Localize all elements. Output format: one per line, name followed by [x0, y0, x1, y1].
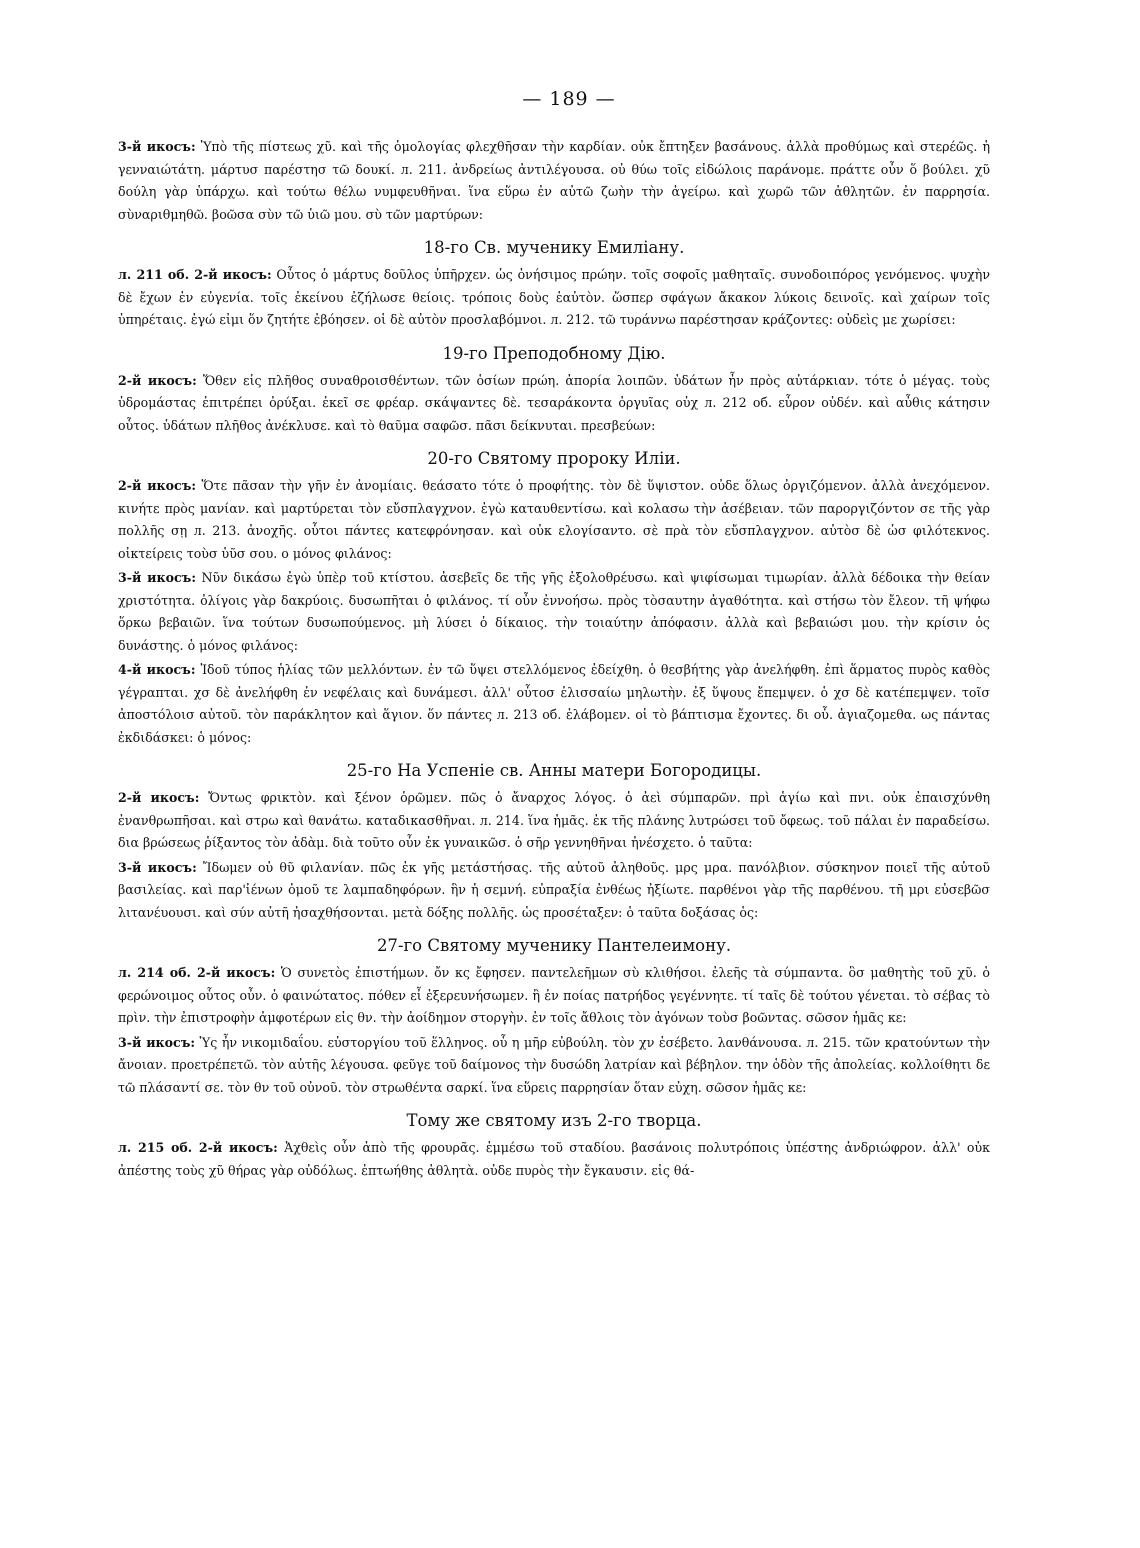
- paragraph: [118, 659, 990, 749]
- paragraph-text: Ὁ συνετὸς ἐπιστήμων. ὄν κς ἔφησεν. παντελεῆμων σὺ κλιθήσοι. ἐλεῆς τὰ σύμπαντα. ὃσ μαθητὴς τοῦ χῦ. ὁ φερώνοιμος οὗτος οὖν. ὁ φαινώτατος. πόθεν εἶ ἐξερευνήσωμεν. ἢ ἐν ποίας πατρήδος γεγέννητε. τί ταῖς δὲ τούτου γένεται. τὸ σέβας τὸ πρὶν. τὴν ἐπιστροφὴν ἀμφοτέρων εἰς θν. τὴν ἀοίδημον στοργὴν. ἐν τοῖς ἄθλοις τὸν ἀγόνων τοὺσ βοῶντας. σῶσον ἡμᾶς κε:: [118, 965, 990, 1025]
- paragraph-text: Ὑς ἦν νικομιδαΐου. εὐστοργίου τοῦ ἕλληνος. οὗ η μῆρ εὐβούλη. τὸν χν ἐσέβετο. λανθάνουσα. л. 215. τῶν κρατούντων τὴν ἄνοιαν. προετρέπετῶ. τὸν αὐτῆς λέγουσα. φεῦγε τοῦ δαίμονος τὴν δυσώδη λατρίαν καὶ βέβηλον. την ὁδὸν τῆς ἀπολείας. κολλοίθητι δε τῶ πλάσαντί σε. τὸν θν τοῦ οὐνοῦ. τὸν στρωθέντα σαρκί. ἵνα εὕρεις παρρησίαν ὅταν εὐχη. σῶσον ἡμᾶς κε:: [118, 1034, 990, 1095]
- paragraph: [118, 567, 990, 657]
- paragraph: [118, 1032, 990, 1100]
- section-heading: 20-го Святому пророку Илiи.: [427, 449, 681, 468]
- ikos-label: 3-й икосъ:: [118, 139, 196, 154]
- section-heading: Тому же святому изъ 2-го творца.: [406, 1111, 702, 1130]
- section-heading: 25-го На Успеніе св. Анны матери Богородицы.: [346, 761, 762, 780]
- ikos-label: 3-й икосъ:: [118, 1034, 196, 1050]
- ikos-label: 4-й икосъ:: [118, 662, 196, 677]
- paragraph-text: Νῦν δικάσω ἐγὼ ὑπὲρ τοῦ κτίστου. ἀσεβεῖς δε τῆς γῆς ἐξολοθρέυσω. καὶ ψιφίσωμαι τιμωρίαν. ἀλλὰ δέδοικα τὴν θείαν χριστότητα. ὀλίγοις γὰρ δακρύοις. δυσωπῆται ὁ φιλάνος. τί οὖν ἐννοήσω. πρὸς τὸσαυτην ἀγαθότητα. καὶ στήσω τὸν ἔλεον. τῆ ψήφω ὅρκω βεβαιῶν. ἵνα τούτων δυσωπούμενος. μὴ λύσει ὁ δίκαιος. τὴν τοιαύτην ἀπόφασιν. ἀλλὰ καὶ βεβαιώσι μου. τὴν κρίσιν ὁς δυνάστης. ὁ μόνος φιλάνος:: [118, 570, 990, 653]
- paragraph: [118, 264, 990, 332]
- ikos-label: 2-й икосъ:: [118, 372, 197, 388]
- paragraph-text: Οὗτος ὁ μάρτυς δοῦλος ὑπῆρχεν. ὡς ὀνήσιμος πρώην. τοῖς σοφοῖς μαθηταῖς. συνοδοιπόρος γενόμενος. ψυχὴν δὲ ἔχων ἐν εὐγενία. τοῖς ἐκείνου ἐζήλωσε θείοις. τρόποις δοὺς ἑαὐτὸν. ὥσπερ σφάγων ἄκακον λύκοις δεινοῖς. καὶ χαίρων τοῖς ὑπηρέταις. ἐγώ εἰμι ὅν ζητήτε ἐβόησεν. οἱ δὲ αὐτὸν προσλαβόμνοι. л. 212. τῶ τυράννω παρέστησαν κράζοντες: οὐδεὶς με χωρίσει:: [118, 267, 991, 327]
- paragraph-text: Ὄντως φρικτὸν. καὶ ξένον ὁρῶμεν. πῶς ὁ ἄναρχος λόγος. ὁ ἀεὶ σύμπαρῶν. πρὶ ἁγίω καὶ πνι. οὐκ ἐπαισχύνθη ἐνανθρωπῆσαι. καὶ στρω καὶ θανάτω. καταδικασθῆναι. л. 214. ἵνα ἡμᾶς. ἐκ τῆς πλάνης λυτρώσει τοῦ ὄφεως. τοῦ πάλαι ἐν παραδείσω. δια βρώσεως ῥίξαντος τὸν ἀδὰμ. διὰ τοῦτο οὖν ἐκ γυναικῶσ. ὁ σῆρ γεννηθῆναι ἠνέσχετο. ὁ ταῦτα:: [118, 790, 990, 850]
- ikos-label: 2-й икосъ:: [118, 478, 197, 493]
- paragraph-text: Ἀχθεὶς οὖν ἀπὸ τῆς φρουρᾶς. ἐμμέσω τοῦ σταδίου. βασάνοις πολυτρόποις ὑπέστης ἀνδριώφρον. ἀλλ' οὐκ ἀπέστης τοὺς χῦ θήρας γὰρ οὐδόλως. ἐπτωήθης ἀθλητὰ. οὐδε πυρὸς τὴν ἔγκαυσιν. εἰς θά-: [118, 1140, 990, 1178]
- ikos-label: 3-й икосъ:: [118, 570, 196, 585]
- ikos-label: л. 214 об. 2-й икосъ:: [118, 965, 276, 980]
- paragraph-text: Ἰδοῦ τύπος ἡλίας τῶν μελλόντων. ἐν τῶ ὕψει στελλόμενος ἐδείχθη. ὁ θεσβήτης γὰρ ἀνελήφθη. ἐπὶ ἅρματος πυρὸς καθὸς γέγραπται. χσ δὲ ἀνελήφθη ἐν νεφέλαις καὶ δυνάμεσι. ἀλλ' οὗτοσ ἐλισσαίω μηλωτὴν. ἐξ ὕψους ἔπεμψεν. ὁ χσ δὲ κατέπεμψεν. τοῖσ ἀποστόλοισ αὐτοῦ. τὸν παράκλητον καὶ ἅγιον. ὅν πάντες л. 213 об. ἐλάβομεν. οἱ τὸ βάπτισμα ἔχοντες. δι οὗ. ἀγιαζομεθα. ως πάντας ἐκδιδάσκει: ὁ μόνος:: [118, 662, 991, 745]
- ikos-label: 2-й икосъ:: [118, 790, 200, 805]
- paragraph: [118, 370, 990, 438]
- paragraph: [118, 962, 990, 1030]
- section-heading: 18-го Св. мученику Емиліану.: [423, 238, 685, 257]
- paragraph: [118, 1137, 990, 1182]
- paragraph: [118, 475, 990, 565]
- ikos-label: л. 215 об. 2-й икосъ:: [118, 1140, 278, 1155]
- ikos-label: л. 211 об. 2-й икосъ:: [118, 267, 272, 282]
- section-heading: 27-го Святому мученику Пантелеимону.: [376, 936, 732, 955]
- paragraph-text: Ὅθεν εἰς πλῆθος συναθροισθέντων. τῶν ὁσίων πρώη. ἀπορία λοιπῶν. ὑδάτων ἦν πρὸς αὐτάρκιαν. τότε ὁ μέγας. τοὺς ὑδρομάστας ἐπιτρέπει ὀρύξαι. ἐκεῖ σε φρέαρ. σκάψαντες δὲ. τεσαράκοντα ὀργυῖας οὐχ л. 212 об. εὗρον οὐδέν. καὶ αὖθις κάτησιν οὗτος. ὑδάτων πλῆθος ἀνέκλυσε. καὶ τὸ θαῦμα σαφῶσ. πᾶσι δείκνυται. πρεσβεύων:: [118, 372, 990, 433]
- paragraph-text: Ἴδωμεν οὐ θῦ φιλανίαν. πῶς ἐκ γῆς μετάστήσας. τῆς αὐτοῦ ἀληθοῦς. μρς μρα. πανόλβιον. σύσκηνον ποιεῖ τῆς αὐτοῦ βασιλείας. καὶ παρ'ἰένων ὁμοῦ τε λαμπαδηφόρων. ἣν ἡ σεμνή. εὐπραξία ἐνθέως ἠξίωτε. παρθένοι γὰρ τῆς παρθένου. τῆ μρι εὐσεβῶσ λιτανέυουσι. καὶ σύν αὐτῆ ἠσαχθήσονται. μετὰ δόξης πολλῆς. ὡς προσέταξεν: ὁ ταῦτα δοξάσας ὁς:: [118, 859, 990, 920]
- paragraph: [118, 787, 990, 855]
- ikos-label: 3-й икосъ:: [118, 859, 197, 875]
- paragraph: [118, 136, 990, 226]
- paragraph-text: Ὅτε πᾶσαν τὴν γῆν ἐν ἀνομίαις. θεάσατο τότε ὁ προφήτης. τὸν δὲ ὕψιστον. οὐδε ὅλως ὀργιζόμενον. ἀλλὰ ἀνεχόμενον. κινήτε πρὸς μανίαν. καὶ μαρτύρεται τὸν εὔσπλαγχνον. ἐγὼ καταυθεντίσω. καὶ κολασω τὴν ἀσέβειαν. τῶν παροργιζόντον σε τῆς γὰρ πολλῆς σῃ л. 213. ἀνοχῆς. οὗτοι πάντες κατεφρόνησαν. καὶ οὐκ ελογίσαντο. σὲ πρὰ τὸν εὔσπλαγχνον. αὐτὸσ δὲ ὡσ φιλότεκνος. οἰκτείρεις τοὺσ ὑῦσ σου. ο μόνος φιλάνος:: [118, 478, 991, 561]
- paragraph-text: Ὑπὸ τῆς πίστεως χῦ. καὶ τῆς ὁμολογίας φλεχθῆσαν τὴν καρδίαν. οὐκ ἔπτηξεν βασάνους. ἀλλὰ προθύμως καὶ στερέῶς. ἡ γενναιώτάτη. μάρτυσ παρέστησ τῶ δουκί. л. 211. ἀνδρείως ἀντιλέγουσα. οὐ θύω τοῖς εἰδώλοις παράνομε. πράττε οὖν ὅ βούλει. χῦ δούλη γὰρ ὑπάρχω. καὶ τούτω θέλω νυμφευθῆναι. ἵνα εὕρω ἐν αὐτῶ ζωὴν τὴν ἀγείρω. καὶ χωρῶ τῶν ἀθλητῶν. ἐν παρρησία. σὺναριθμηθῶ. βοῶσα σὺν τῶ ὑιῶ μου. σὺ τῶν μαρτύρων:: [118, 139, 991, 222]
- section-heading: 19-го Преподобному Дію.: [442, 343, 666, 363]
- paragraph: [118, 857, 990, 925]
- page-number: — 189 —: [522, 88, 616, 110]
